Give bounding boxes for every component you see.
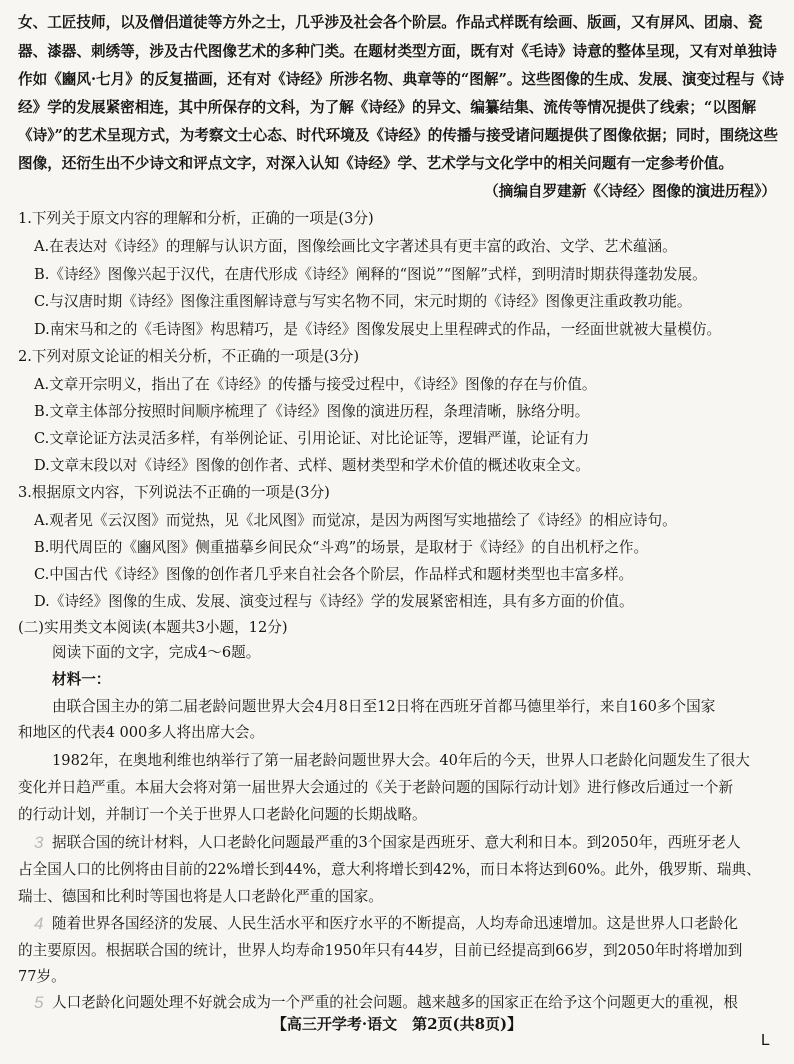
handwritten-margin-mark: 5: [34, 993, 44, 1012]
passage-line: 经》学的发展紧密相连，其中所保存的文科，为了解《诗经》的异文、编纂结集、流传等情况提供了线索；“以图解: [18, 99, 757, 116]
question-3-stem: 3.根据原文内容，下列说法不正确的一项是(3分): [18, 484, 330, 501]
question-1-option-a: A.在表达对《诗经》的理解与认识方面，图像绘画比文字著述具有更丰富的政治、文学、艺术蕴涵。: [34, 238, 677, 255]
material-line: 和地区的代表4 000多人将出席大会。: [18, 724, 265, 741]
material-line: 瑞士、德国和比利时等国也将是人口老龄化严重的国家。: [18, 888, 383, 905]
passage-line: 作如《豳风·七月》的反复描画，还有对《诗经》所涉名物、典章等的“图解”。这些图像的生成、发展、演变过程与《诗: [18, 71, 785, 88]
question-2-option-b: B.文章主体部分按照时间顺序梳理了《诗经》图像的演进历程，条理清晰，脉络分明。: [34, 403, 590, 420]
reading-instruction: 阅读下面的文字，完成4～6题。: [52, 644, 261, 661]
material-line: 随着世界各国经济的发展、人民生活水平和医疗水平的不断提高，人均寿命迅速增加。这是世界人口老龄化: [52, 915, 738, 932]
source-citation: （摘编自罗建新《〈诗经〉图像的演进历程》）: [484, 183, 776, 200]
question-3-option-a: A.观者见《云汉图》而觉热，见《北风图》而觉凉，是因为两图写实地描绘了《诗经》的相应诗句。: [34, 512, 677, 529]
question-3-option-c: C.中国古代《诗经》图像的创作者几乎来自社会各个阶层，作品样式和题材类型也丰富多样。: [34, 566, 634, 583]
question-1-option-b: B.《诗经》图像兴起于汉代，在唐代形成《诗经》阐释的“图说”“图解”式样，到明清时期获得蓬勃发展。: [34, 266, 707, 283]
question-3-option-b: B.明代周臣的《豳风图》侧重描摹乡间民众“斗鸡”的场景，是取材于《诗经》的自出机杼之作。: [34, 539, 649, 556]
question-2-option-a: A.文章开宗明义，指出了在《诗经》的传播与接受过程中，《诗经》图像的存在与价值。: [34, 376, 597, 393]
material-line: 的主要原因。根据联合国的统计，世界人均寿命1950年只有44岁，目前已经提高到66岁，到2050年时将增加到: [18, 942, 743, 959]
question-1-stem: 1.下列关于原文内容的理解和分析，正确的一项是(3分): [18, 210, 374, 227]
question-2-option-d: D.文章末段以对《诗经》图像的创作者、式样、题材类型和学术价值的概述收束全文。: [34, 457, 590, 474]
handwritten-margin-mark: 3: [34, 833, 44, 852]
material-line: 据联合国的统计材料，人口老龄化问题最严重的3个国家是西班牙、意大利和日本。到2050年，西班牙老人: [52, 834, 741, 851]
material-line: 变化并日趋严重。本届大会将对第一届世界大会通过的《关于老龄问题的国际行动计划》进行修改后通过一个新: [18, 779, 734, 796]
question-2-option-c: C.文章论证方法灵活多样，有举例论证、引用论证、对比论证等，逻辑严谨，论证有力: [34, 430, 590, 447]
passage-line: 女、工匠技师，以及僧侣道徒等方外之士，几乎涉及社会各个阶层。作品式样既有绘画、版画，又有屏风、团扇、瓷: [18, 14, 763, 31]
question-2-stem: 2.下列对原文论证的相关分析，不正确的一项是(3分): [18, 348, 360, 365]
material-line: 的行动计划，并制订一个关于世界人口老龄化问题的长期战略。: [18, 806, 427, 823]
material-line: 77岁。: [18, 968, 66, 985]
material-line: 由联合国主办的第二届老龄问题世界大会4月8日至12日将在西班牙首都马德里举行，来自160多个国家: [52, 698, 716, 715]
page-footer: 【高三开学考·语文 第2页(共8页)】: [271, 1015, 523, 1033]
question-1-option-c: C.与汉唐时期《诗经》图像注重图解诗意与写实名物不同，宋元时期的《诗经》图像更注重政教功能。: [34, 293, 692, 310]
material-label: 材料一：: [52, 671, 111, 688]
section-heading: (二)实用类文本阅读(本题共3小题，12分): [18, 619, 288, 636]
question-1-option-d: D.南宋马和之的《毛诗图》构思精巧，是《诗经》图像发展史上里程碑式的作品，一经面世就被大量模仿。: [34, 321, 722, 338]
corner-letter: L: [761, 1032, 770, 1049]
passage-line: 图像，还衍生出不少诗文和评点文字，对深入认知《诗经》学、艺术学与文化学中的相关问题有一定参考价值。: [18, 155, 734, 172]
material-line: 人口老龄化问题处理不好就会成为一个严重的社会问题。越来越多的国家正在给予这个问题更大的重视，根: [52, 994, 738, 1011]
material-line: 占全国人口的比例将由目前的22%增长到44%，意大利将增长到42%，而日本将达到60%。此外，俄罗斯、瑞典、: [18, 861, 761, 878]
material-line: 1982年，在奥地利维也纳举行了第一届老龄问题世界大会。40年后的今天，世界人口老龄化问题发生了很大: [52, 752, 750, 769]
passage-line: 器、漆器、刺绣等，涉及古代图像艺术的多种门类。在题材类型方面，既有对《毛诗》诗意的整体呈现，又有对单独诗: [18, 43, 777, 60]
passage-line: 《诗》”的艺术呈现方式，为考察文士心态、时代环境及《诗经》的传播与接受诸问题提供了图像依据；同时，围绕这些: [18, 127, 778, 144]
handwritten-margin-mark: 4: [34, 914, 44, 933]
question-3-option-d: D.《诗经》图像的生成、发展、演变过程与《诗经》学的发展紧密相连，具有多方面的价值。: [34, 593, 634, 610]
